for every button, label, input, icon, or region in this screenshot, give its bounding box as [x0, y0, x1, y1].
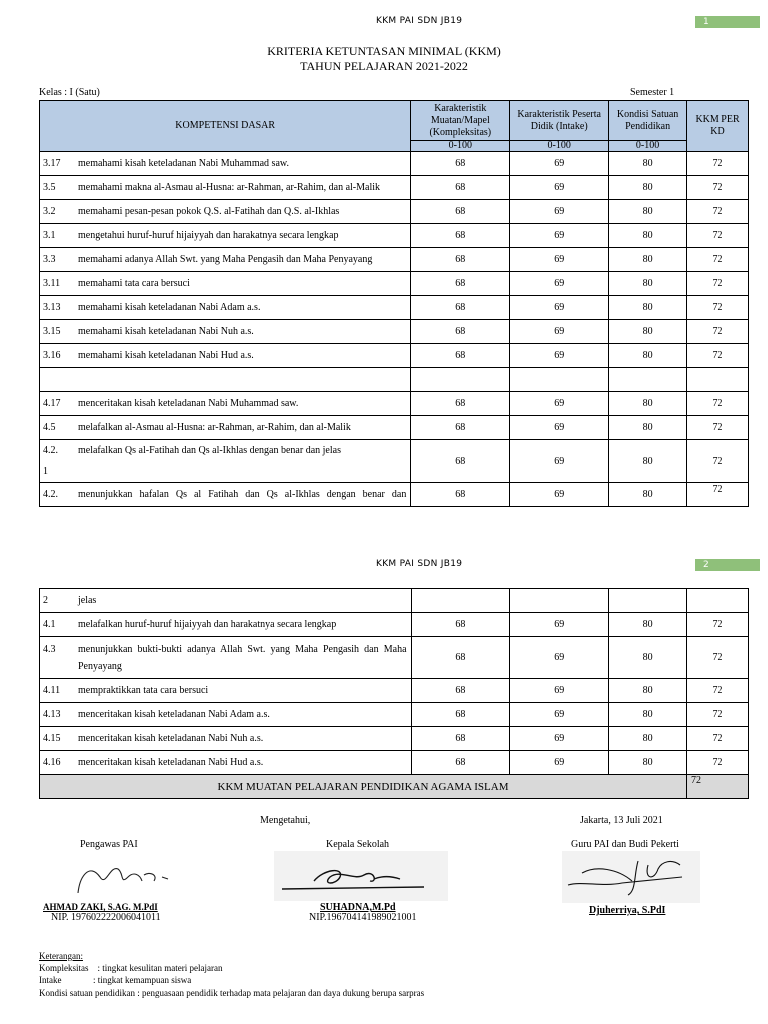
score-c2: 69: [510, 272, 609, 296]
range-label: 0-100: [609, 141, 687, 152]
score-c1: 68: [411, 416, 510, 440]
kd-cell: [40, 224, 411, 248]
score-c2: 69: [510, 224, 609, 248]
score-c3: 80: [609, 200, 687, 224]
kkm-value: 72: [687, 152, 749, 176]
summary-value: 72: [687, 775, 749, 799]
table-row: [40, 344, 749, 368]
table-row: [40, 152, 749, 176]
kd-cell: [40, 483, 411, 507]
kkm-value: 72: [687, 392, 749, 416]
kd-description: menceritakan kisah keteladanan Nabi Nuh a.s.: [78, 733, 264, 744]
kkm-value: 72: [687, 679, 749, 703]
kd-code: 3.11: [43, 278, 61, 289]
kkm-value: [687, 589, 749, 613]
kd-code: 3.5: [43, 182, 56, 193]
page-number-badge: 1: [695, 16, 760, 28]
kd-code: 4.11: [43, 685, 61, 696]
kd-description: menunjukkan bukti-bukti adanya Allah Swt. yang Maha Pengasih dan Maha Penyayang: [78, 643, 407, 672]
kd-description: memahami kisah keteladanan Nabi Muhammad saw.: [78, 158, 289, 169]
document-title: KRITERIA KETUNTASAN MINIMAL (KKM): [267, 44, 501, 58]
kd-cell: [40, 589, 412, 613]
score-c1: 68: [411, 176, 510, 200]
table-row: [40, 224, 749, 248]
kd-description: memahami kisah keteladanan Nabi Nuh a.s.: [78, 326, 254, 337]
score-c2: 69: [510, 176, 609, 200]
empty-cell: [687, 368, 749, 392]
kd-cell: [40, 440, 411, 483]
score-c3: 80: [609, 224, 687, 248]
kkm-value: 72: [687, 272, 749, 296]
table-row: [40, 248, 749, 272]
kd-description: memahami tata cara bersuci: [78, 278, 190, 289]
kkm-value: 72: [687, 751, 749, 775]
score-c3: 80: [609, 176, 687, 200]
kd-code: 4.15: [43, 733, 61, 744]
kd-code: 3.3: [43, 254, 56, 265]
kkm-value: 72: [687, 440, 749, 483]
score-c3: 80: [609, 392, 687, 416]
kkm-value: 72: [687, 248, 749, 272]
score-c1: 68: [411, 296, 510, 320]
score-c1: 68: [411, 248, 510, 272]
kd-description: memahami kisah keteladanan Nabi Adam a.s.: [78, 302, 261, 313]
class-label: Kelas : I (Satu): [39, 87, 100, 98]
kd-description: memahami makna al-Asmau al-Husna: ar-Rahman, ar-Rahim, dan al-Malik: [78, 182, 380, 193]
pengawas-signature: [70, 855, 180, 900]
empty-cell: [510, 368, 609, 392]
semester-label: Semester 1: [630, 87, 675, 98]
score-c3: 80: [609, 679, 687, 703]
score-c2: 69: [510, 679, 609, 703]
table-row: [40, 727, 749, 751]
kkm-value: 72: [687, 703, 749, 727]
table-row: [40, 200, 749, 224]
kd-code: 4.5: [43, 422, 56, 433]
table-row: [40, 637, 749, 679]
pengawas-name: AHMAD ZAKI, S.AG. M.PdI: [43, 902, 158, 912]
page-header: KKM PAI SDN JB19: [376, 16, 463, 26]
kd-cell: [40, 200, 411, 224]
score-c2: 69: [510, 320, 609, 344]
kkm-value: 72: [687, 176, 749, 200]
kd-code: 3.17: [43, 158, 61, 169]
score-c3: 80: [609, 152, 687, 176]
kd-cell: [40, 272, 411, 296]
score-c1: 68: [411, 751, 510, 775]
score-c2: 69: [510, 344, 609, 368]
score-c1: 68: [411, 392, 510, 416]
kd-code: 4.13: [43, 709, 61, 720]
header-kompetensi-dasar: KOMPETENSI DASAR: [40, 101, 411, 152]
guru-name: Djuherriya, S.PdI: [589, 905, 666, 916]
header-intake: Karakteristik Peserta Didik (Intake): [510, 101, 609, 141]
kkm-value: 72: [687, 637, 749, 679]
score-c1: [411, 589, 510, 613]
score-c2: 69: [510, 613, 609, 637]
score-c3: 80: [609, 483, 687, 507]
score-c1: 68: [411, 200, 510, 224]
range-label: 0-100: [411, 141, 510, 152]
kkm-value: 72: [687, 200, 749, 224]
score-c1: 68: [411, 224, 510, 248]
notes-line: Kondisi satuan pendidikan : penguasaan pendidik terhadap mata pelajaran dan daya dukung berupa sarpras: [39, 988, 425, 998]
range-label: 0-100: [510, 141, 609, 152]
empty-cell: [40, 368, 411, 392]
kd-code: 3.2: [43, 206, 56, 217]
kd-description: melafalkan huruf-huruf hijaiyyah dan harakatnya secara lengkap: [78, 619, 337, 630]
score-c3: 80: [609, 637, 687, 679]
kd-code: 4.2.: [43, 489, 58, 500]
kd-description: menunjukkan hafalan Qs al Fatihah dan Qs al-Ikhlas dengan benar dan: [78, 489, 407, 500]
kd-description: menceritakan kisah keteladanan Nabi Hud a.s.: [78, 757, 264, 768]
kd-cell: [40, 320, 411, 344]
kd-cell: [40, 176, 411, 200]
kd-code: 4.1: [43, 619, 56, 630]
score-c1: 68: [411, 637, 510, 679]
kkm-value: 72: [687, 320, 749, 344]
summary-label: KKM MUATAN PELAJARAN PENDIDIKAN AGAMA ISLAM: [40, 775, 687, 799]
score-c1: 68: [411, 344, 510, 368]
notes-line: Intake : tingkat kemampuan siswa: [39, 975, 192, 985]
header-kompleksitas: Karakteristik Muatan/Mapel (Kompleksitas): [411, 101, 510, 141]
kd-code-part: 1: [43, 466, 48, 477]
table-row: [40, 272, 749, 296]
kkm-value: 72: [687, 613, 749, 637]
kkm-value: 72: [687, 727, 749, 751]
kkm-value: 72: [687, 416, 749, 440]
score-c1: 68: [411, 483, 510, 507]
kepsek-signature: [274, 851, 448, 901]
table-row: [40, 296, 749, 320]
empty-cell: [411, 368, 510, 392]
kd-cell: [40, 637, 412, 679]
table-row: [40, 392, 749, 416]
score-c1: 68: [411, 613, 510, 637]
kd-description: memahami adanya Allah Swt. yang Maha Pengasih dan Maha Penyayang: [78, 254, 373, 265]
guru-signature: [562, 851, 700, 903]
score-c3: 80: [609, 296, 687, 320]
score-c2: [510, 589, 609, 613]
kd-cell: [40, 152, 411, 176]
score-c2: 69: [510, 416, 609, 440]
page-number-badge: 2: [695, 559, 760, 571]
score-c1: 68: [411, 727, 510, 751]
notes-line: Kompleksitas : tingkat kesulitan materi pelajaran: [39, 963, 223, 973]
score-c1: 68: [411, 679, 510, 703]
kd-code: 4.16: [43, 757, 61, 768]
pengawas-role: Pengawas PAI: [80, 839, 138, 850]
score-c3: [609, 589, 687, 613]
score-c3: 80: [609, 320, 687, 344]
kd-code: 3.16: [43, 350, 61, 361]
table-row: [40, 483, 749, 507]
kepsek-name: SUHADNA,M.Pd: [320, 902, 396, 913]
kd-description: memahami kisah keteladanan Nabi Hud a.s.: [78, 350, 254, 361]
table-row: [40, 751, 749, 775]
score-c3: 80: [609, 248, 687, 272]
kd-description: menceritakan kisah keteladanan Nabi Adam a.s.: [78, 709, 270, 720]
table-row: [40, 176, 749, 200]
score-c2: 69: [510, 296, 609, 320]
score-c1: 68: [411, 703, 510, 727]
kd-description: melafalkan Qs al-Fatihah dan Qs al-Ikhlas dengan benar dan jelas: [78, 445, 341, 456]
kkm-value: 72: [687, 224, 749, 248]
table-row: [40, 589, 749, 613]
kd-code: 4.17: [43, 398, 61, 409]
header-kondisi-satuan: Kondisi Satuan Pendidikan: [609, 101, 687, 141]
kd-cell: [40, 727, 412, 751]
score-c3: 80: [609, 613, 687, 637]
kepsek-signature-box: [274, 851, 448, 901]
kd-description: jelas: [78, 595, 97, 606]
score-c3: 80: [609, 272, 687, 296]
guru-role: Guru PAI dan Budi Pekerti: [571, 839, 679, 850]
kd-description: menceritakan kisah keteladanan Nabi Muhammad saw.: [78, 398, 299, 409]
score-c2: 69: [510, 152, 609, 176]
score-c2: 69: [510, 392, 609, 416]
score-c3: 80: [609, 416, 687, 440]
kd-cell: [40, 392, 411, 416]
place-date: Jakarta, 13 Juli 2021: [580, 815, 663, 826]
kd-code-part: 4.2.: [43, 445, 58, 456]
page-header: KKM PAI SDN JB19: [376, 559, 463, 569]
score-c3: 80: [609, 751, 687, 775]
mengetahui-label: Mengetahui,: [260, 815, 311, 826]
score-c2: 69: [510, 440, 609, 483]
score-c3: 80: [609, 440, 687, 483]
table-row: [40, 703, 749, 727]
kkm-value: 72: [687, 344, 749, 368]
kd-cell: [40, 344, 411, 368]
score-c2: 69: [510, 637, 609, 679]
kkm-value: 72: [687, 483, 749, 507]
empty-cell: [609, 368, 687, 392]
score-c1: 68: [411, 440, 510, 483]
table-row: [40, 416, 749, 440]
score-c2: 69: [510, 248, 609, 272]
score-c2: 69: [510, 727, 609, 751]
score-c1: 68: [411, 272, 510, 296]
document-subtitle: TAHUN PELAJARAN 2021-2022: [300, 59, 468, 73]
score-c3: 80: [609, 703, 687, 727]
kkm-table-page1: [39, 100, 749, 507]
kd-code: 2: [43, 595, 48, 606]
kd-description: melafalkan al-Asmau al-Husna: ar-Rahman, ar-Rahim, dan al-Malik: [78, 422, 351, 433]
kd-cell: [40, 679, 412, 703]
kd-cell: [40, 751, 412, 775]
kd-code: 3.1: [43, 230, 56, 241]
score-c2: 69: [510, 703, 609, 727]
table-row: [40, 440, 749, 483]
kd-cell: [40, 296, 411, 320]
guru-signature-box: [562, 851, 700, 903]
kd-code: 3.13: [43, 302, 61, 313]
kd-description: mempraktikkan tata cara bersuci: [78, 685, 209, 696]
kepsek-nip: NIP.196704141989021001: [309, 912, 417, 923]
kd-code: 3.15: [43, 326, 61, 337]
kd-cell: [40, 416, 411, 440]
notes-heading: Keterangan:: [39, 951, 83, 961]
score-c1: 68: [411, 152, 510, 176]
score-c3: 80: [609, 344, 687, 368]
kd-code: 4.3: [43, 643, 56, 655]
kd-cell: [40, 248, 411, 272]
score-c3: 80: [609, 727, 687, 751]
kd-cell: [40, 613, 412, 637]
score-c2: 69: [510, 200, 609, 224]
table-row: [40, 320, 749, 344]
pengawas-nip: NIP. 197602222006041011: [51, 912, 161, 923]
score-c2: 69: [510, 483, 609, 507]
empty-row: [40, 368, 749, 392]
kkm-value: 72: [687, 296, 749, 320]
kd-description: memahami pesan-pesan pokok Q.S. al-Fatihah dan Q.S. al-Ikhlas: [78, 206, 340, 217]
header-kkm-per-kd: KKM PER KD: [687, 101, 749, 152]
score-c2: 69: [510, 751, 609, 775]
kd-description: mengetahui huruf-huruf hijaiyyah dan harakatnya secara lengkap: [78, 230, 339, 241]
score-c1: 68: [411, 320, 510, 344]
kkm-table-page2: [39, 588, 749, 799]
table-row: [40, 679, 749, 703]
table-row: [40, 613, 749, 637]
kd-cell: [40, 703, 412, 727]
kepsek-role: Kepala Sekolah: [326, 839, 390, 850]
kd-code: [40, 442, 78, 480]
